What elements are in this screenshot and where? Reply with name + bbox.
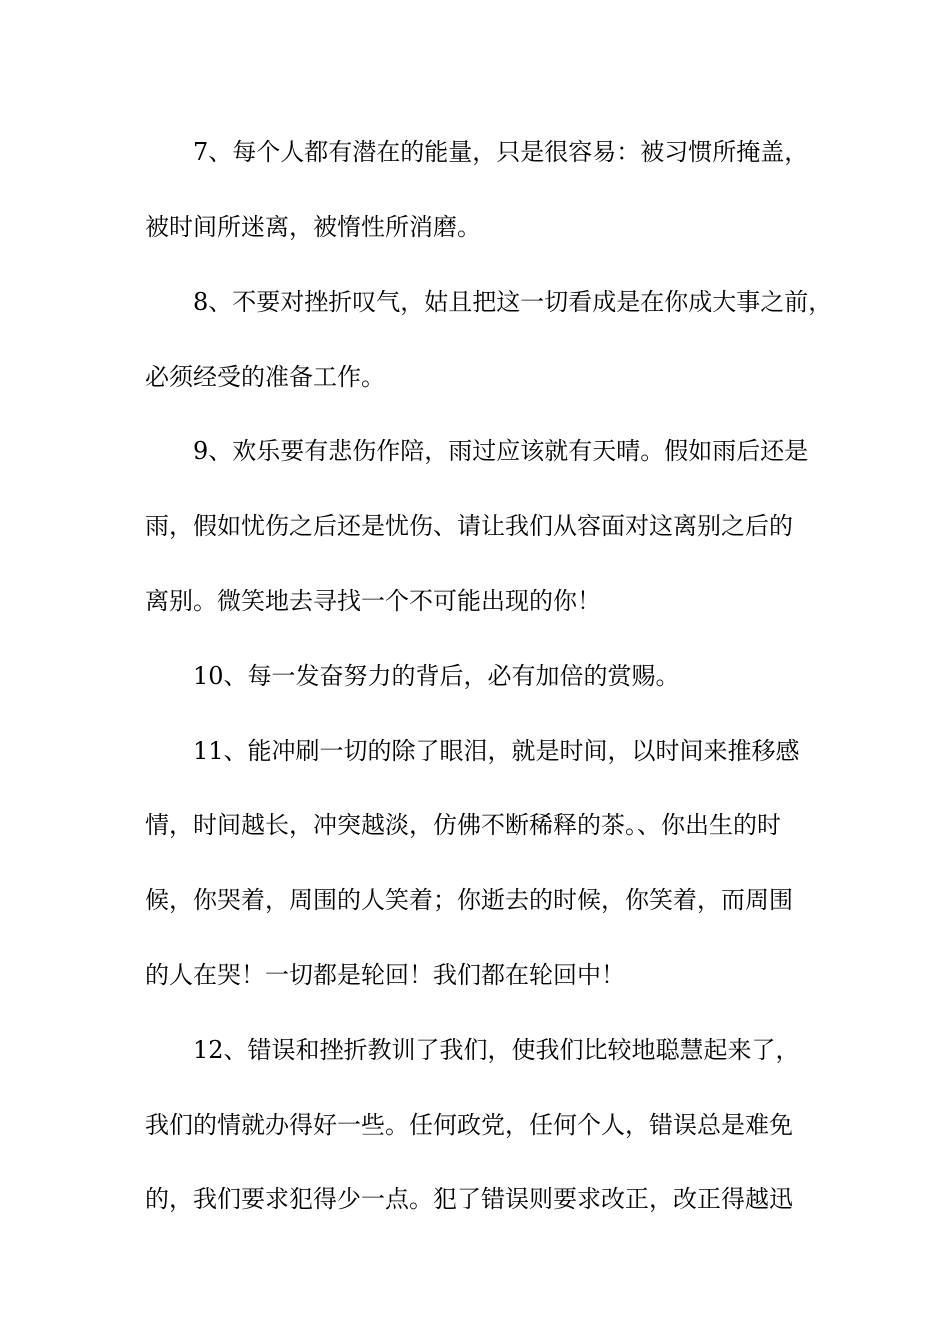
- paragraph-8-line-2: 必须经受的准备工作。: [145, 363, 385, 391]
- paragraph-7-line-1: 7、每个人都有潜在的能量，只是很容易：被习惯所掩盖，: [193, 138, 809, 166]
- paragraph-10-line-1: 10、每一发奋努力的背后，必有加倍的赏赐。: [193, 662, 680, 690]
- paragraph-7-line-2: 被时间所迷离，被惰性所消磨。: [145, 213, 481, 241]
- paragraph-9-line-3: 离别。微笑地去寻找一个不可能出现的你！: [145, 587, 601, 615]
- paragraph-11-line-1: 11、能冲刷一切的除了眼泪，就是时间，以时间来推移感: [193, 737, 800, 765]
- paragraph-8-line-1: 8、不要对挫折叹气，姑且把这一切看成是在你成大事之前，: [193, 288, 833, 316]
- paragraph-12-line-1: 12、错误和挫折教训了我们，使我们比较地聪慧起来了，: [193, 1036, 800, 1064]
- paragraph-11-line-3: 候，你哭着，周围的人笑着；你逝去的时候，你笑着，而周围: [145, 886, 793, 914]
- paragraph-9-line-2: 雨，假如忧伤之后还是忧伤、请让我们从容面对这离别之后的: [145, 512, 793, 540]
- paragraph-12-line-3: 的，我们要求犯得少一点。犯了错误则要求改正，改正得越迅: [145, 1185, 793, 1213]
- paragraph-12-line-2: 我们的情就办得好一些。任何政党，任何个人，错误总是难免: [145, 1111, 793, 1139]
- paragraph-11-line-2: 情，时间越长，冲突越淡，仿佛不断稀释的茶。、你出生的时: [145, 811, 781, 839]
- paragraph-11-line-4: 的人在哭！一切都是轮回！我们都在轮回中！: [145, 961, 625, 989]
- paragraph-9-line-1: 9、欢乐要有悲伤作陪，雨过应该就有天晴。假如雨后还是: [193, 437, 809, 465]
